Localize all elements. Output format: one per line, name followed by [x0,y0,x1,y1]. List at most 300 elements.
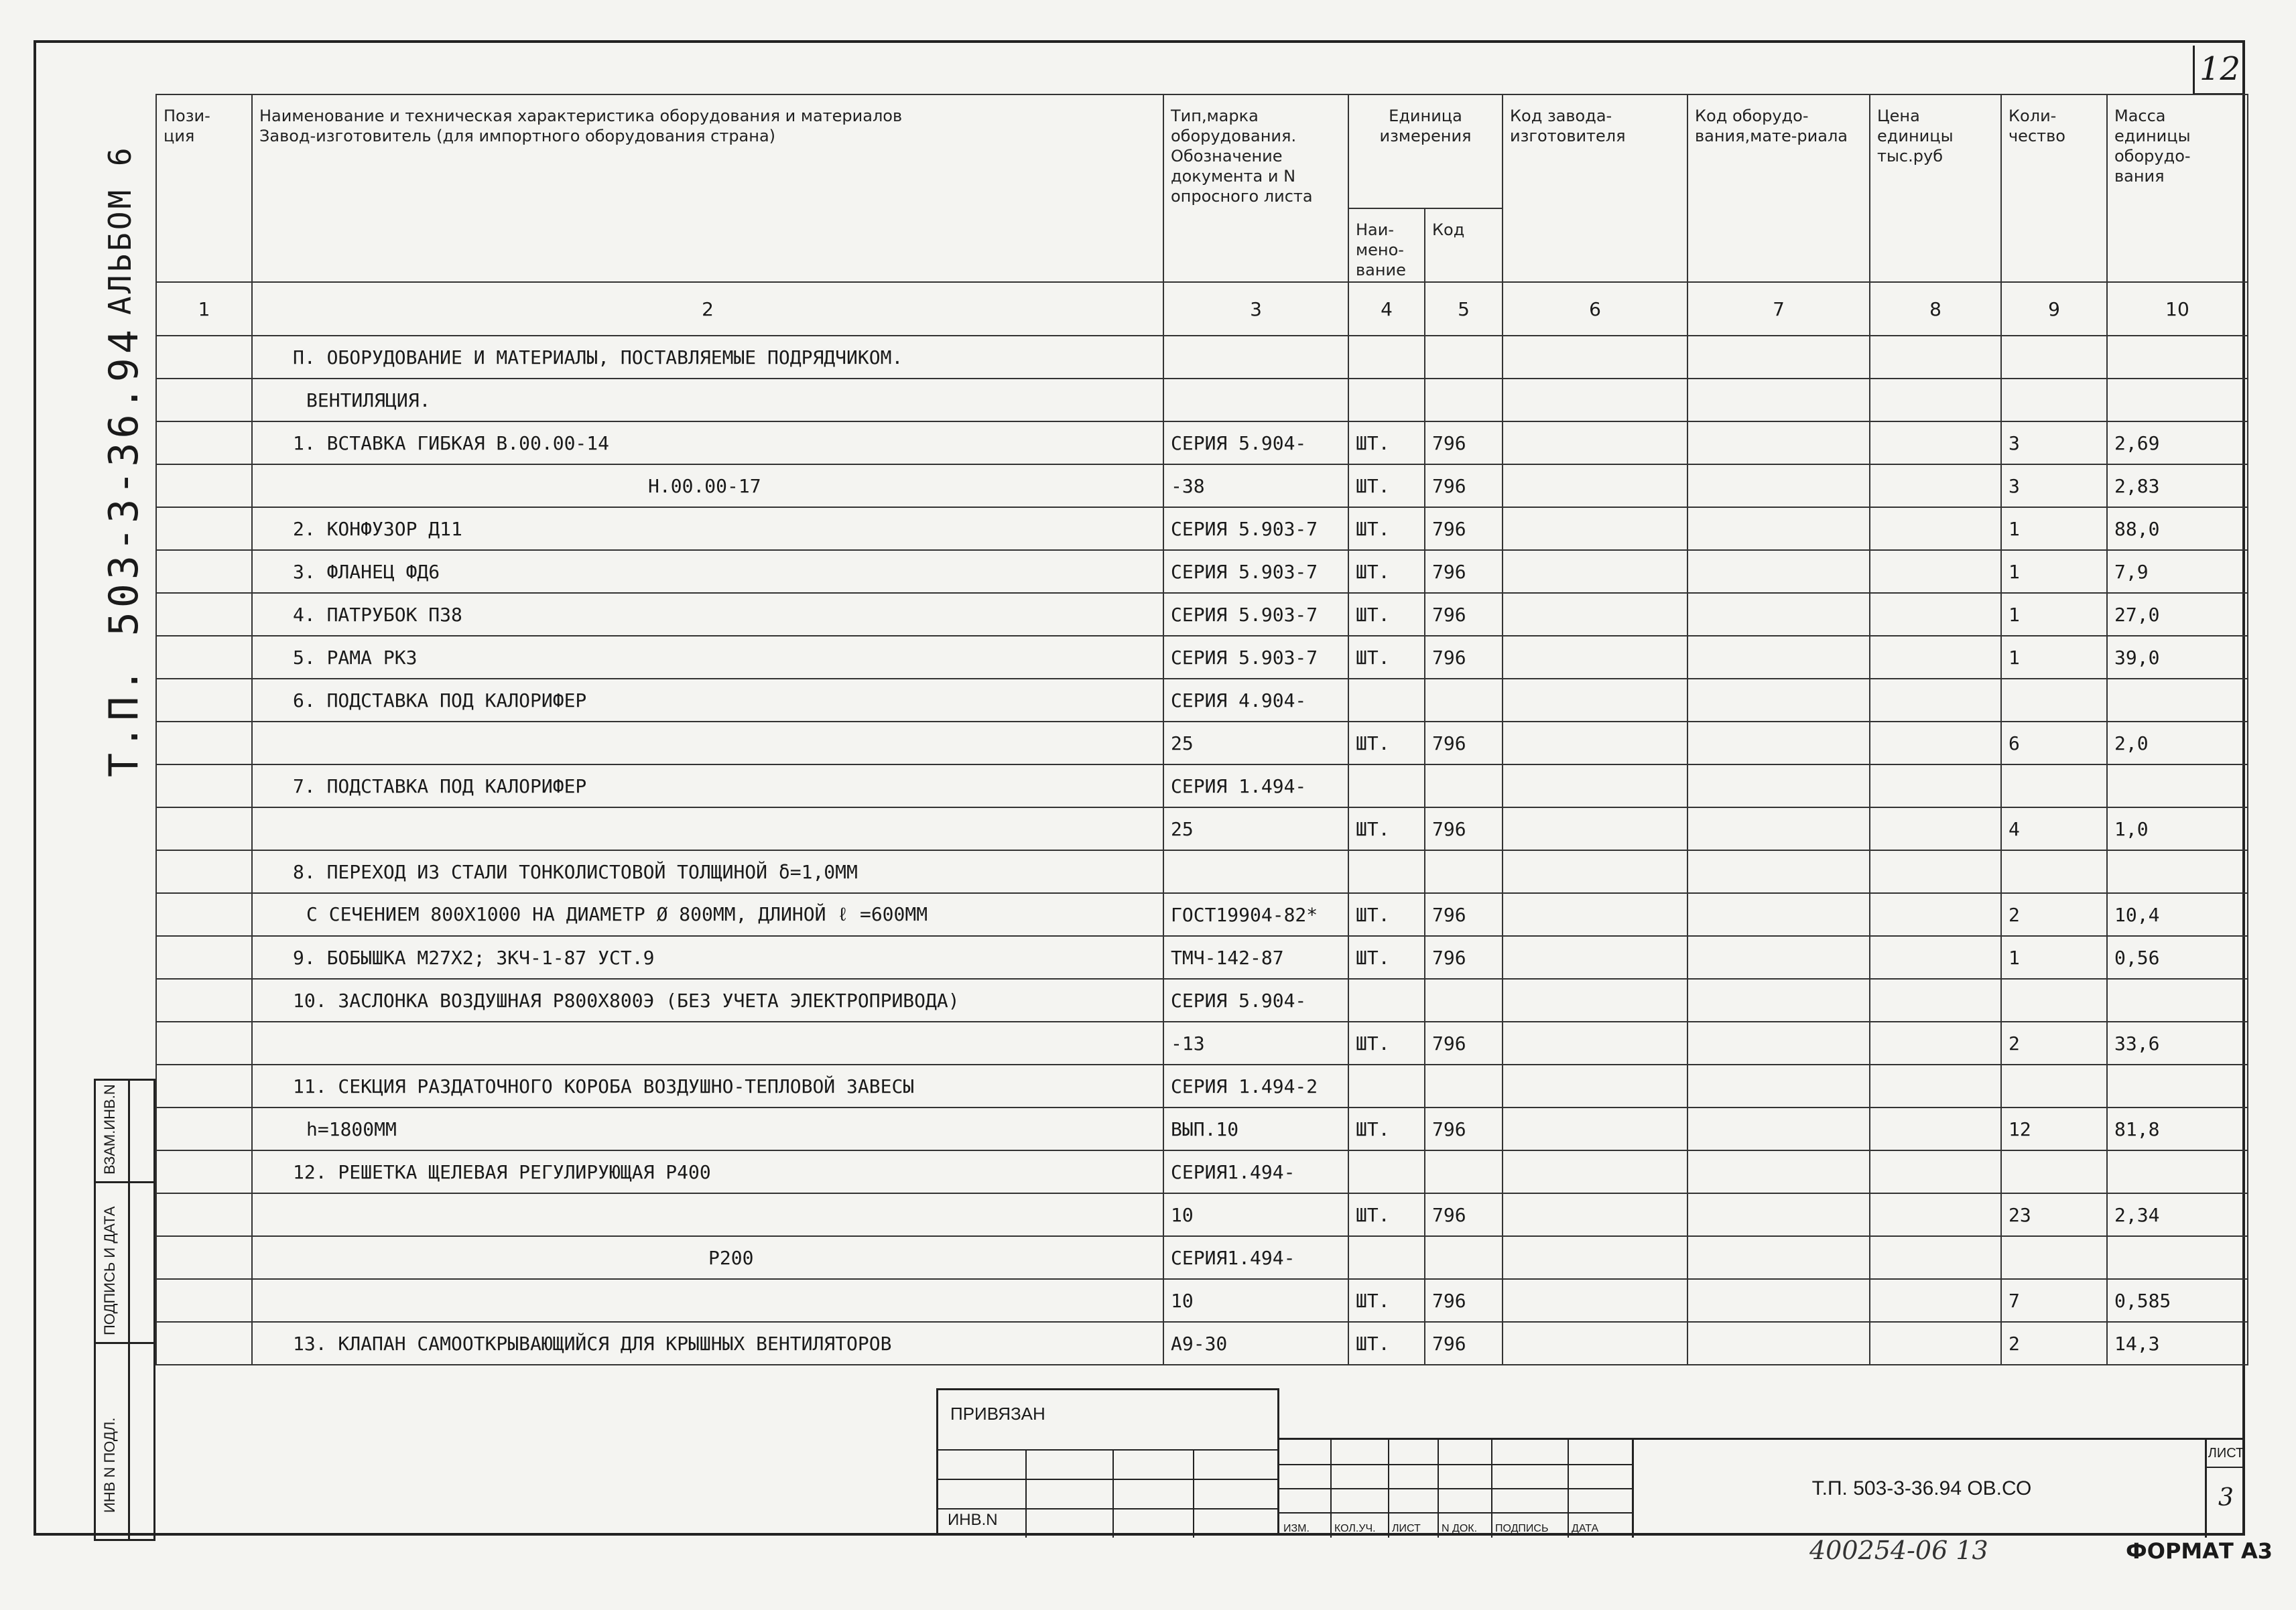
cell-mass: 2,69 [2107,421,2248,464]
cell-unit [1348,1236,1425,1279]
cell-factory-code [1503,336,1687,379]
column-number-row [156,282,2248,336]
cell-price [1870,1022,2001,1065]
cell-type: 25 [1163,722,1348,764]
cell-price [1870,336,2001,379]
cell-unit-code: 796 [1425,722,1503,764]
table-row [156,679,2248,722]
cell-mass [2107,764,2248,807]
cell-unit: ШТ. [1348,1022,1425,1065]
cell-type: СЕРИЯ 1.494-2 [1163,1065,1348,1108]
cell-name [252,1193,1163,1236]
cell-quantity: 7 [2001,1279,2107,1322]
cell-position [156,507,252,550]
cell-unit [1348,1150,1425,1193]
table-row [156,593,2248,636]
cell-name [252,722,1163,764]
cell-quantity [2001,379,2107,421]
cell-mass: 10,4 [2107,893,2248,936]
cell-material-code [1687,936,1870,979]
table-row [156,1108,2248,1150]
cell-quantity [2001,764,2107,807]
cell-price [1870,722,2001,764]
format-label: ФОРМАТ А3 [2126,1538,2273,1564]
cell-position [156,1022,252,1065]
cell-quantity: 1 [2001,593,2107,636]
cell-type: СЕРИЯ1.494- [1163,1236,1348,1279]
cell-name: 10. ЗАСЛОНКА ВОЗДУШНАЯ Р800Х800Э (БЕЗ УЧЕТА ЭЛЕКТРОПРИВОДА) [252,979,1163,1022]
cell-unit: ШТ. [1348,550,1425,593]
cell-mass: 88,0 [2107,507,2248,550]
cell-price [1870,550,2001,593]
table-row [156,807,2248,850]
cell-position [156,636,252,679]
cell-unit: ШТ. [1348,936,1425,979]
cell-factory-code [1503,379,1687,421]
cell-name: h=1800ММ [252,1108,1163,1150]
cell-mass [2107,979,2248,1022]
cell-factory-code [1503,550,1687,593]
cell-factory-code [1503,464,1687,507]
col-header-unit-name: Наи- мено- вание [1348,208,1425,282]
stamp-label-vzam-inv: ВЗАМ.ИНВ.N [101,1084,118,1175]
cell-unit [1348,1065,1425,1108]
cell-position [156,764,252,807]
cell-unit [1348,850,1425,893]
cell-unit-code [1425,1065,1503,1108]
cell-unit [1348,679,1425,722]
cell-factory-code [1503,807,1687,850]
colnum-3: 3 [1163,282,1348,336]
cell-material-code [1687,1022,1870,1065]
cell-name: 1. ВСТАВКА ГИБКАЯ В.00.00-14 [252,421,1163,464]
cell-material-code [1687,593,1870,636]
cell-mass: 14,3 [2107,1322,2248,1365]
caption-list: ЛИСТ [1392,1523,1421,1534]
cell-type [1163,336,1348,379]
cell-mass [2107,1150,2248,1193]
table-row [156,893,2248,936]
col-header-position: Пози- ция [156,94,252,282]
cell-name: 2. КОНФУЗОР Д11 [252,507,1163,550]
cell-material-code [1687,850,1870,893]
cell-unit-code [1425,764,1503,807]
col-header-material-code: Код оборудо-вания,мате-риала [1687,94,1870,282]
cell-position [156,936,252,979]
cell-quantity [2001,336,2107,379]
cell-unit: ШТ. [1348,1193,1425,1236]
cell-material-code [1687,421,1870,464]
cell-position [156,1108,252,1150]
cell-material-code [1687,636,1870,679]
cell-quantity: 1 [2001,636,2107,679]
cell-factory-code [1503,636,1687,679]
cell-mass: 2,34 [2107,1193,2248,1236]
cell-price [1870,679,2001,722]
cell-mass: 81,8 [2107,1108,2248,1150]
inv-number-label: ИНВ.N [948,1511,998,1529]
cell-quantity [2001,1065,2107,1108]
cell-position [156,979,252,1022]
cell-material-code [1687,336,1870,379]
cell-material-code [1687,807,1870,850]
col-header-price: Цена единицы тыс.руб [1870,94,2001,282]
cell-type: -38 [1163,464,1348,507]
cell-quantity [2001,1150,2107,1193]
cell-position [156,421,252,464]
cell-type: -13 [1163,1022,1348,1065]
cell-type: ТМЧ-142-87 [1163,936,1348,979]
cell-name: ВЕНТИЛЯЦИЯ. [252,379,1163,421]
sheet-caption: ЛИСТ [2207,1440,2245,1468]
table-row [156,336,2248,379]
cell-quantity: 3 [2001,464,2107,507]
cell-type: СЕРИЯ 5.903-7 [1163,507,1348,550]
cell-unit-code: 796 [1425,936,1503,979]
table-row [156,1022,2248,1065]
cell-type: СЕРИЯ1.494- [1163,1150,1348,1193]
cell-price [1870,1065,2001,1108]
cell-mass [2107,1236,2248,1279]
cell-quantity: 23 [2001,1193,2107,1236]
cell-factory-code [1503,850,1687,893]
cell-type: ГОСТ19904-82* [1163,893,1348,936]
cell-factory-code [1503,1108,1687,1150]
cell-name: Н.00.00-17 [252,464,1163,507]
col-header-type: Тип,марка оборудования. Обозначение документа и N опросного листа [1163,94,1348,282]
col-header-mass: Масса единицы оборудо-вания [2107,94,2248,282]
cell-price [1870,464,2001,507]
cell-mass: 0,56 [2107,936,2248,979]
cell-name: 8. ПЕРЕХОД ИЗ СТАЛИ ТОНКОЛИСТОВОЙ ТОЛЩИНОЙ δ=1,0ММ [252,850,1163,893]
table-row [156,507,2248,550]
cell-material-code [1687,979,1870,1022]
cell-quantity: 3 [2001,421,2107,464]
cell-material-code [1687,550,1870,593]
cell-mass: 2,83 [2107,464,2248,507]
cell-quantity [2001,850,2107,893]
cell-unit-code: 796 [1425,464,1503,507]
cell-mass [2107,1065,2248,1108]
cell-type: СЕРИЯ 5.904- [1163,979,1348,1022]
cell-price [1870,893,2001,936]
table-row [156,722,2248,764]
cell-quantity: 2 [2001,1022,2107,1065]
table-row [156,936,2248,979]
cell-factory-code [1503,1279,1687,1322]
cell-material-code [1687,1236,1870,1279]
cell-price [1870,850,2001,893]
cell-price [1870,1150,2001,1193]
title-block [1279,1438,2245,1536]
sheet-value: 3 [2218,1484,2234,1512]
table-row [156,1193,2248,1236]
cell-name: 3. ФЛАНЕЦ ФД6 [252,550,1163,593]
cell-position [156,1150,252,1193]
col-header-quantity: Коли-чество [2001,94,2107,282]
cell-name [252,1022,1163,1065]
cell-unit-code: 796 [1425,421,1503,464]
col-header-factory-code: Код завода-изготовителя [1503,94,1687,282]
cell-unit [1348,979,1425,1022]
cell-price [1870,507,2001,550]
cell-position [156,593,252,636]
cell-position [156,1193,252,1236]
cell-unit-code [1425,1150,1503,1193]
cell-type: А9-30 [1163,1322,1348,1365]
cell-material-code [1687,893,1870,936]
colnum-8: 8 [1870,282,2001,336]
cell-quantity [2001,679,2107,722]
cell-mass [2107,850,2248,893]
cell-factory-code [1503,507,1687,550]
cell-name: 4. ПАТРУБОК П38 [252,593,1163,636]
cell-price [1870,421,2001,464]
cell-position [156,1279,252,1322]
cell-unit-code: 796 [1425,1108,1503,1150]
caption-data: ДАТА [1572,1523,1599,1534]
colnum-10: 10 [2107,282,2248,336]
project-code-vertical: Т.П. 503-3-36.94 [101,326,147,777]
cell-price [1870,1279,2001,1322]
cell-type: СЕРИЯ 5.903-7 [1163,593,1348,636]
cell-mass [2107,336,2248,379]
cell-unit [1348,336,1425,379]
cell-material-code [1687,1150,1870,1193]
cell-quantity: 1 [2001,936,2107,979]
cell-unit-code: 796 [1425,807,1503,850]
cell-factory-code [1503,764,1687,807]
cell-unit [1348,764,1425,807]
cell-price [1870,636,2001,679]
caption-izm: ИЗМ. [1283,1523,1310,1534]
cell-position [156,1236,252,1279]
cell-unit-code: 796 [1425,893,1503,936]
corner-sheet-number: 12 [2193,46,2245,95]
cell-material-code [1687,1108,1870,1150]
cell-position [156,807,252,850]
cell-factory-code [1503,1150,1687,1193]
cell-type [1163,850,1348,893]
cell-unit-code: 796 [1425,1022,1503,1065]
cell-type: 10 [1163,1193,1348,1236]
cell-unit [1348,379,1425,421]
cell-unit-code: 796 [1425,550,1503,593]
cell-name: П. ОБОРУДОВАНИЕ И МАТЕРИАЛЫ, ПОСТАВЛЯЕМЫЕ ПОДРЯДЧИКОМ. [252,336,1163,379]
cell-price [1870,764,2001,807]
side-stamp-column [94,1079,155,1541]
cell-name: С СЕЧЕНИЕМ 800Х1000 НА ДИАМЕТР Ø 800ММ, ДЛИНОЙ ℓ =600ММ [252,893,1163,936]
cell-price [1870,1108,2001,1150]
colnum-5: 5 [1425,282,1503,336]
cell-material-code [1687,464,1870,507]
cell-material-code [1687,679,1870,722]
cell-unit: ШТ. [1348,464,1425,507]
cell-factory-code [1503,1022,1687,1065]
cell-position [156,379,252,421]
cell-factory-code [1503,722,1687,764]
cell-unit-code: 796 [1425,636,1503,679]
specification-table [155,94,2248,1365]
cell-unit-code: 796 [1425,1193,1503,1236]
handwritten-number: 400254-06 13 [1809,1536,1988,1565]
cell-name: 6. ПОДСТАВКА ПОД КАЛОРИФЕР [252,679,1163,722]
cell-type: 10 [1163,1279,1348,1322]
cell-mass: 33,6 [2107,1022,2248,1065]
bottom-stamp-area [155,1349,2245,1536]
colnum-6: 6 [1503,282,1687,336]
cell-position [156,550,252,593]
stamp-label-inv-podl: ИНВ N ПОДЛ. [101,1417,118,1513]
cell-position [156,464,252,507]
cell-unit: ШТ. [1348,1279,1425,1322]
cell-position [156,722,252,764]
caption-n-dok: N ДОК. [1442,1523,1478,1534]
table-row [156,1150,2248,1193]
revision-grid [1279,1440,1632,1538]
table-row [156,550,2248,593]
cell-unit-code [1425,379,1503,421]
col-header-unit-group: Единица измерения [1348,94,1503,208]
colnum-4: 4 [1348,282,1425,336]
cell-mass: 1,0 [2107,807,2248,850]
cell-unit: ШТ. [1348,1108,1425,1150]
cell-type [1163,379,1348,421]
table-row [156,636,2248,679]
cell-name: 12. РЕШЕТКА ЩЕЛЕВАЯ РЕГУЛИРУЮЩАЯ Р400 [252,1150,1163,1193]
cell-material-code [1687,764,1870,807]
cell-unit-code: 796 [1425,1279,1503,1322]
cell-factory-code [1503,593,1687,636]
col-header-name: Наименование и техническая характеристика оборудования и материалов Завод-изготовитель (для импортного оборудования страна) [252,94,1163,282]
cell-mass: 39,0 [2107,636,2248,679]
cell-mass [2107,679,2248,722]
table-row [156,979,2248,1022]
cell-mass: 0,585 [2107,1279,2248,1322]
cell-name: 9. БОБЫШКА М27Х2; ЗКЧ-1-87 УСТ.9 [252,936,1163,979]
sheet-box [2205,1440,2245,1538]
cell-name: 11. СЕКЦИЯ РАЗДАТОЧНОГО КОРОБА ВОЗДУШНО-ТЕПЛОВОЙ ЗАВЕСЫ [252,1065,1163,1108]
cell-position [156,850,252,893]
cell-position [156,336,252,379]
privyazan-block [936,1388,1279,1536]
cell-quantity: 4 [2001,807,2107,850]
table-row [156,421,2248,464]
cell-name: 7. ПОДСТАВКА ПОД КАЛОРИФЕР [252,764,1163,807]
cell-mass: 27,0 [2107,593,2248,636]
cell-price [1870,593,2001,636]
cell-type: СЕРИЯ 1.494- [1163,764,1348,807]
album-label: АЛЬБОМ 6 [102,145,138,315]
stamp-label-signature-date: ПОДПИСЬ И ДАТА [101,1206,118,1335]
cell-unit-code: 796 [1425,593,1503,636]
cell-type: СЕРИЯ 5.904- [1163,421,1348,464]
cell-factory-code [1503,1236,1687,1279]
cell-quantity [2001,979,2107,1022]
privyazan-label: ПРИВЯЗАН [950,1404,1045,1424]
cell-factory-code [1503,421,1687,464]
cell-type: 25 [1163,807,1348,850]
cell-unit-code [1425,979,1503,1022]
cell-type: СЕРИЯ 5.903-7 [1163,550,1348,593]
cell-type: СЕРИЯ 4.904- [1163,679,1348,722]
cell-price [1870,1193,2001,1236]
cell-quantity [2001,1236,2107,1279]
cell-quantity: 12 [2001,1108,2107,1150]
table-row [156,464,2248,507]
cell-unit: ШТ. [1348,421,1425,464]
col-header-unit-code: Код [1425,208,1503,282]
cell-unit: ШТ. [1348,636,1425,679]
cell-material-code [1687,722,1870,764]
cell-name: 13. КЛАПАН САМООТКРЫВАЮЩИЙСЯ ДЛЯ КРЫШНЫХ ВЕНТИЛЯТОРОВ [252,1322,1163,1365]
table-row [156,1065,2248,1108]
table-row [156,764,2248,807]
cell-quantity: 2 [2001,893,2107,936]
cell-mass [2107,379,2248,421]
cell-price [1870,807,2001,850]
cell-price [1870,979,2001,1022]
cell-factory-code [1503,1193,1687,1236]
cell-position [156,1065,252,1108]
cell-position [156,679,252,722]
cell-factory-code [1503,1065,1687,1108]
cell-unit-code [1425,850,1503,893]
cell-unit-code: 796 [1425,507,1503,550]
cell-name: 5. РАМА РК3 [252,636,1163,679]
cell-quantity: 2 [2001,1322,2107,1365]
cell-mass: 7,9 [2107,550,2248,593]
cell-name [252,1279,1163,1322]
cell-position [156,893,252,936]
cell-quantity: 6 [2001,722,2107,764]
cell-unit: ШТ. [1348,593,1425,636]
caption-podpis: ПОДПИСЬ [1495,1523,1549,1534]
cell-material-code [1687,1065,1870,1108]
cell-mass: 2,0 [2107,722,2248,764]
colnum-9: 9 [2001,282,2107,336]
colnum-7: 7 [1687,282,1870,336]
cell-price [1870,379,2001,421]
cell-factory-code [1503,893,1687,936]
cell-material-code [1687,379,1870,421]
cell-quantity: 1 [2001,507,2107,550]
cell-unit-code [1425,679,1503,722]
cell-unit: ШТ. [1348,893,1425,936]
cell-factory-code [1503,679,1687,722]
cell-material-code [1687,507,1870,550]
cell-type: СЕРИЯ 5.903-7 [1163,636,1348,679]
cell-unit: ШТ. [1348,507,1425,550]
cell-name [252,807,1163,850]
table-row [156,1236,2248,1279]
cell-unit: ШТ. [1348,722,1425,764]
cell-unit-code [1425,1236,1503,1279]
table-row [156,379,2248,421]
table-row [156,1279,2248,1322]
cell-quantity: 1 [2001,550,2107,593]
cell-unit-code [1425,336,1503,379]
cell-name: Р200 [252,1236,1163,1279]
table-row [156,850,2248,893]
cell-type: ВЫП.10 [1163,1108,1348,1150]
cell-unit-code: 796 [1425,1322,1503,1365]
cell-factory-code [1503,979,1687,1022]
cell-material-code [1687,1279,1870,1322]
cell-unit: ШТ. [1348,1322,1425,1365]
document-code: Т.П. 503-3-36.94 ОВ.СО [1632,1440,2210,1538]
caption-kol-uch: КОЛ.УЧ. [1334,1523,1376,1534]
